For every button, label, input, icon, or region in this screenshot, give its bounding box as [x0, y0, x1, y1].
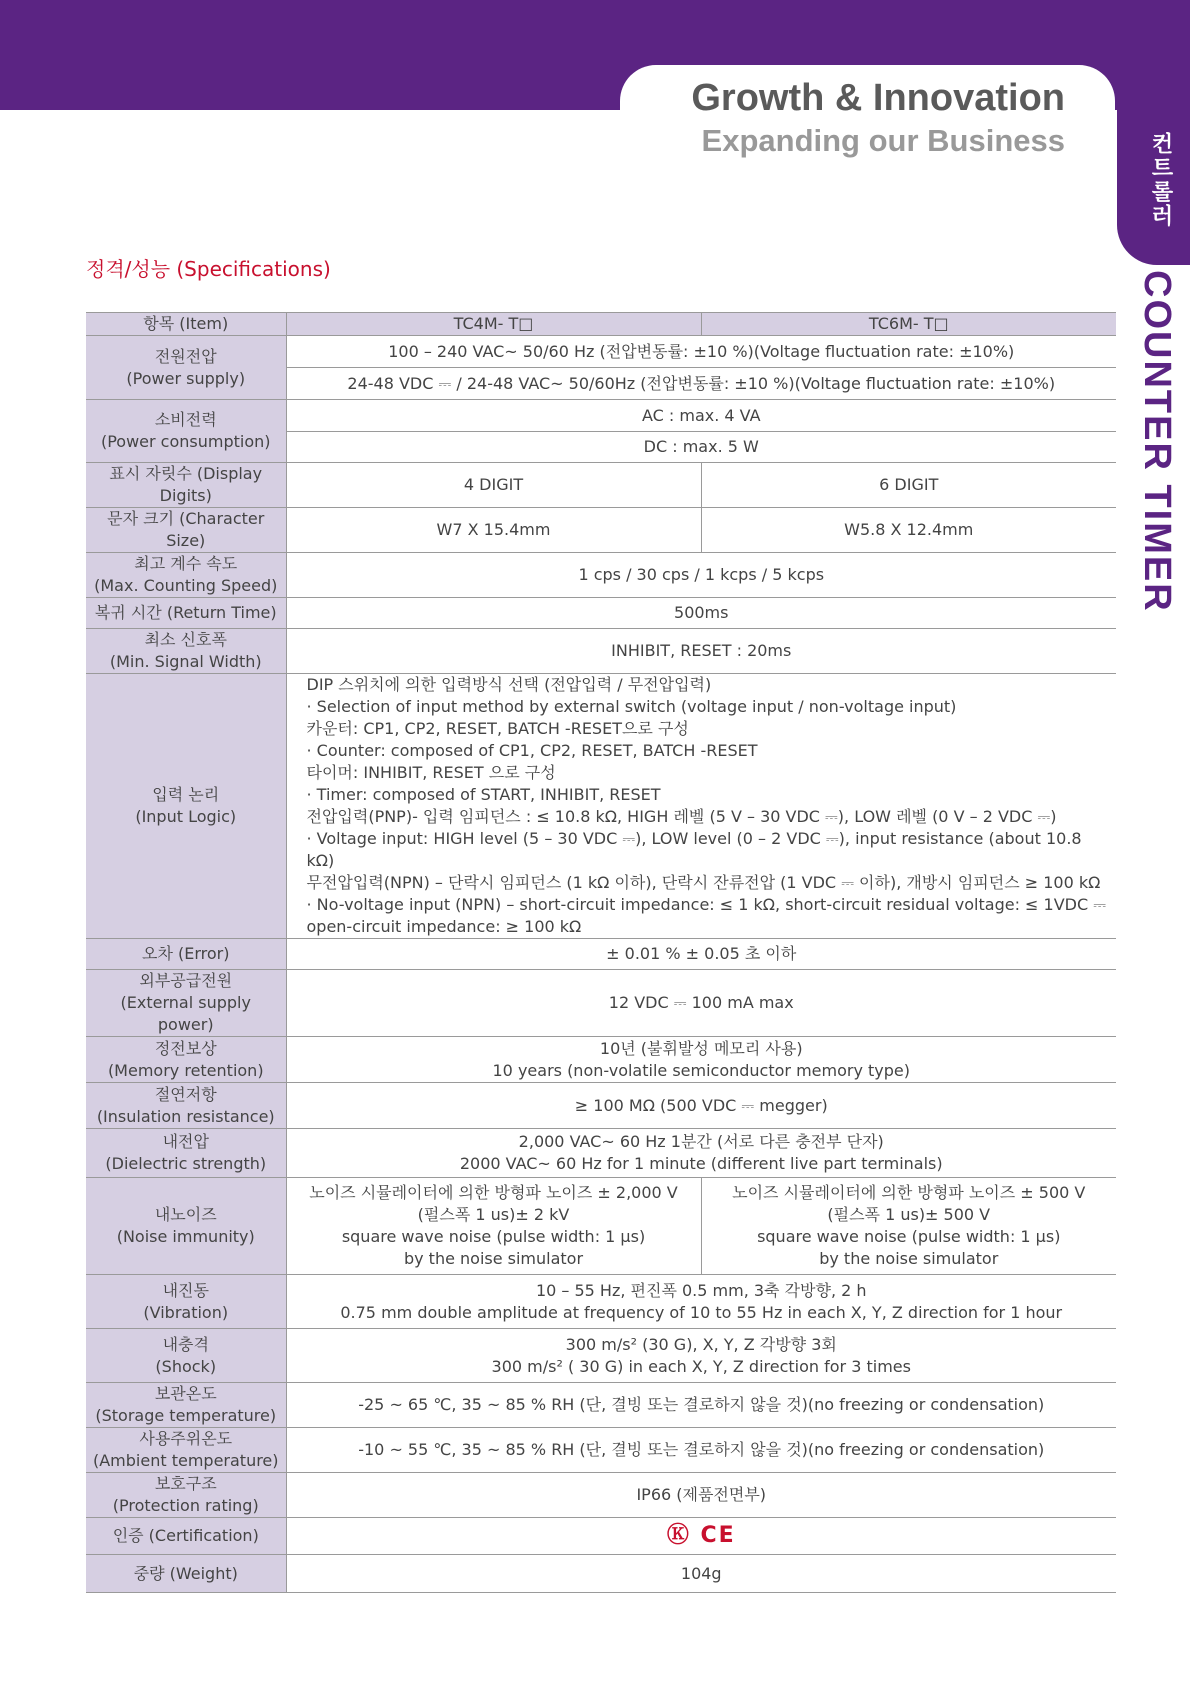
table-row [86, 629, 1116, 674]
row-label: 정전보상 (Memory retention) [86, 1037, 286, 1083]
character-size-a: W7 X 15.4mm [286, 508, 701, 553]
row-label: 사용주위온도 (Ambient temperature) [86, 1428, 286, 1473]
row-label: 소비전력 (Power consumption) [86, 400, 286, 463]
row-label: 내진동 (Vibration) [86, 1275, 286, 1329]
table-row [86, 1329, 1116, 1383]
insulation-value: ≥ 100 MΩ (500 VDC ⎓ megger) [286, 1083, 1116, 1129]
row-label: 문자 크기 (Character Size) [86, 508, 286, 553]
external-supply-value: 12 VDC ⎓ 100 mA max [286, 970, 1116, 1037]
table-row [86, 508, 1116, 553]
row-label: 외부공급전원 (External supply power) [86, 970, 286, 1037]
header-item: 항목 (Item) [86, 313, 286, 336]
table-row [86, 1555, 1116, 1593]
table-header-row [86, 313, 1116, 336]
table-row [86, 1383, 1116, 1428]
side-title: COUNTER TIMER [1136, 270, 1178, 613]
row-label: 중량 (Weight) [86, 1555, 286, 1593]
certification-marks-icon: Ⓚ CE [666, 1522, 736, 1548]
noise-value-a: 노이즈 시뮬레이터에 의한 방형파 노이즈 ± 2,000 V (펄스폭 1 us)± 2 kV square wave noise (pulse width: 1 μs) by the noise simulator [286, 1178, 701, 1275]
spec-table [86, 312, 1116, 1593]
table-row [86, 553, 1116, 598]
table-row [86, 1275, 1116, 1329]
error-value: ± 0.01 % ± 0.05 초 이하 [286, 939, 1116, 970]
protection-value: IP66 (제품전면부) [286, 1473, 1116, 1518]
table-row [86, 463, 1116, 508]
row-label: 내노이즈 (Noise immunity) [86, 1178, 286, 1275]
row-label: 최고 계수 속도 (Max. Counting Speed) [86, 553, 286, 598]
row-label: 인증 (Certification) [86, 1518, 286, 1555]
ambient-temp-value: -10 ~ 55 ℃, 35 ~ 85 % RH (단, 결빙 또는 결로하지 않을 것)(no freezing or condensation) [286, 1428, 1116, 1473]
display-digits-b: 6 DIGIT [701, 463, 1116, 508]
vibration-value: 10 – 55 Hz, 편진폭 0.5 mm, 3축 각방향, 2 h 0.75 mm double amplitude at frequency of 10 to 55 Hz in each X, Y, Z direction for 1 hour [286, 1275, 1116, 1329]
row-label: 보관온도 (Storage temperature) [86, 1383, 286, 1428]
table-row [86, 1083, 1116, 1129]
table-row [86, 1473, 1116, 1518]
certification-value [286, 1518, 1116, 1555]
row-label: 내전압 (Dielectric strength) [86, 1129, 286, 1178]
row-label: 내충격 (Shock) [86, 1329, 286, 1383]
row-label: 보호구조 (Protection rating) [86, 1473, 286, 1518]
header-model-a: TC4M- T□ [286, 313, 701, 336]
row-label: 최소 신호폭 (Min. Signal Width) [86, 629, 286, 674]
power-consumption-dc: DC : max. 5 W [286, 432, 1116, 463]
character-size-b: W5.8 X 12.4mm [701, 508, 1116, 553]
shock-value: 300 m/s² (30 G), X, Y, Z 각방향 3회 300 m/s² ( 30 G) in each X, Y, Z direction for 3 times [286, 1329, 1116, 1383]
table-row [86, 1518, 1116, 1555]
power-supply-dc: 24-48 VDC ⎓ / 24-48 VAC~ 50/60Hz (전압변동률: ±10 %)(Voltage fluctuation rate: ±10%) [286, 368, 1116, 400]
headline: Growth & Innovation [691, 77, 1065, 119]
table-row [86, 1428, 1116, 1473]
storage-temp-value: -25 ~ 65 ℃, 35 ~ 85 % RH (단, 결빙 또는 결로하지 않을 것)(no freezing or condensation) [286, 1383, 1116, 1428]
memory-retention-value: 10년 (불휘발성 메모리 사용) 10 years (non-volatile semiconductor memory type) [286, 1037, 1116, 1083]
dielectric-value: 2,000 VAC~ 60 Hz 1분간 (서로 다른 충전부 단자) 2000 VAC~ 60 Hz for 1 minute (different live part terminals) [286, 1129, 1116, 1178]
row-label: 전원전압 (Power supply) [86, 336, 286, 400]
weight-value: 104g [286, 1555, 1116, 1593]
row-label: 입력 논리 (Input Logic) [86, 674, 286, 939]
table-row [86, 939, 1116, 970]
row-label: 복귀 시간 (Return Time) [86, 598, 286, 629]
signal-width-value: INHIBIT, RESET : 20ms [286, 629, 1116, 674]
table-row [86, 1178, 1116, 1275]
section-title: 정격/성능 (Specifications) [86, 257, 331, 281]
table-row [86, 598, 1116, 629]
counting-speed-value: 1 cps / 30 cps / 1 kcps / 5 kcps [286, 553, 1116, 598]
table-row [86, 336, 1116, 368]
power-consumption-ac: AC : max. 4 VA [286, 400, 1116, 432]
noise-value-b: 노이즈 시뮬레이터에 의한 방형파 노이즈 ± 500 V (펄스폭 1 us)± 500 V square wave noise (pulse width: 1 μs) by the noise simulator [701, 1178, 1116, 1275]
table-row [86, 400, 1116, 432]
headline-block [691, 76, 1065, 162]
side-tab-label: 컨트롤러 [1148, 132, 1173, 228]
row-label: 오차 (Error) [86, 939, 286, 970]
subheadline: Expanding our Business [701, 123, 1065, 158]
return-time-value: 500ms [286, 598, 1116, 629]
table-row [86, 970, 1116, 1037]
input-logic-value: DIP 스위치에 의한 입력방식 선택 (전압입력 / 무전압입력) · Selection of input method by external switch (voltage input / non-voltage input) 카운터: CP1, CP2, RESET, BATCH -RESET으로 구성 · Counter: composed of CP1, CP2, RESET, BATCH -RESET 타이머: INHIBIT, RESET 으로 구성 · Timer: composed of START, INHIBIT, RESET 전압입력(PNP)- 입력 임피던스 : ≤ 10.8 kΩ, HIGH 레벨 (5 V – 30 VDC ⎓), LOW 레벨 (0 V – 2 VDC ⎓) · Voltage input: HIGH level (5 – 30 VDC ⎓), LOW level (0 – 2 VDC ⎓), input resistance (about 10.8 kΩ) 무전압입력(NPN) – 단락시 임피던스 (1 kΩ 이하), 단락시 잔류전압 (1 VDC ⎓ 이하), 개방시 임피던스 ≥ 100 kΩ · No-voltage input (NPN) – short-circuit impedance: ≤ 1 kΩ, short-circuit residual voltage: ≤ 1VDC ⎓ open-circuit impedance: ≥ 100 kΩ [286, 674, 1116, 939]
table-row [86, 674, 1116, 939]
row-label: 표시 자릿수 (Display Digits) [86, 463, 286, 508]
table-row [86, 1129, 1116, 1178]
power-supply-ac: 100 – 240 VAC~ 50/60 Hz (전압변동률: ±10 %)(Voltage fluctuation rate: ±10%) [286, 336, 1116, 368]
row-label: 절연저항 (Insulation resistance) [86, 1083, 286, 1129]
header-model-b: TC6M- T□ [701, 313, 1116, 336]
table-row [86, 1037, 1116, 1083]
display-digits-a: 4 DIGIT [286, 463, 701, 508]
